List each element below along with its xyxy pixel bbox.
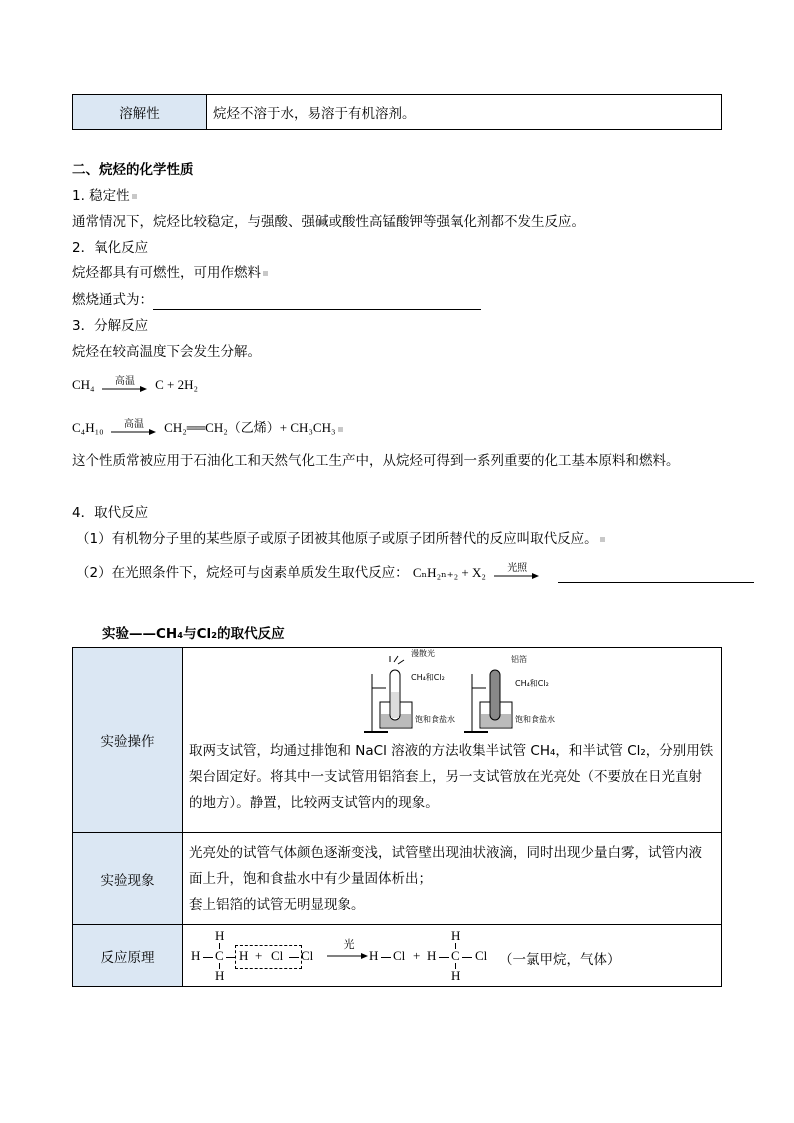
table-row (73, 925, 722, 987)
figure-label: CH₄和Cl₂ (411, 673, 445, 682)
solubility-table (72, 94, 722, 130)
figure-label: 饱和食盐水 (515, 715, 555, 724)
substitution-equation-line: （2）在光照条件下，烷烃可与卤素单质发生取代反应： CₙH₂ₙ₊₂ + X₂ 光照 (76, 563, 754, 583)
product-note: （一氯甲烷，气体） (499, 951, 621, 968)
margin-mark-icon (600, 537, 605, 542)
phenomenon-text-2: 套上铝箔的试管无明显现象。 (189, 896, 365, 913)
substitution-blank[interactable] (558, 566, 754, 583)
margin-mark-icon (132, 194, 137, 199)
reaction-principle: H H C H H + Cl Cl 光 H Cl + H H C H Cl （一氯甲烷，气体） (191, 927, 621, 983)
decomposition-heading: 3．分解反应 (72, 318, 149, 334)
reaction-arrow-icon: 高温 (102, 376, 148, 396)
figure-label: CH₄和Cl₂ (515, 679, 549, 688)
solubility-text: 烷烃不溶于水，易溶于有机溶剂。 (207, 95, 722, 130)
reaction-arrow-icon: 高温 (111, 419, 157, 439)
substitution-definition: （1）有机物分子里的某些原子或原子团被其他原子或原子团所替代的反应叫取代反应。 (76, 529, 605, 549)
experiment-table (72, 647, 722, 987)
phenomenon-text: 光亮处的试管气体颜色逐渐变浅，试管壁出现油状液滴，同时出现少量白雾，试管内液面上升，饱和食盐水中有少量固体析出； (189, 844, 702, 887)
margin-mark-icon (338, 427, 343, 432)
equation-butane: C₄H₁₀ 高温 CH₂══CH₂（乙烯）+ CH₃CH₃ (72, 418, 343, 439)
reaction-arrow-icon: 光照 (494, 563, 540, 583)
figure-label: 漫散光 (411, 649, 435, 658)
table-row (73, 648, 722, 833)
experiment-title: 实验——CH₄与Cl₂的取代反应 (102, 626, 285, 642)
figure-label: 饱和食盐水 (415, 715, 455, 724)
row-label-principle: 反应原理 (73, 925, 183, 987)
row-label-phenomenon: 实验现象 (73, 833, 183, 925)
oxidation-text: 烷烃都具有可燃性，可用作燃料 (72, 263, 268, 283)
margin-mark-icon (263, 271, 268, 276)
reaction-arrow-icon (327, 952, 369, 960)
apparatus-illustration-icon (364, 648, 604, 738)
combustion-blank[interactable] (153, 293, 481, 310)
decomposition-text: 烷烃在较高温度下会发生分解。 (72, 344, 261, 360)
stability-heading: 1. 稳定性 (72, 186, 137, 206)
apparatus-figure (189, 648, 715, 738)
table-row (73, 833, 722, 925)
equation-methane: CH₄ 高温 C + 2H₂ (72, 375, 198, 396)
section-title: 二、烷烃的化学性质 (72, 162, 194, 178)
row-label-operation: 实验操作 (73, 648, 183, 833)
substitution-heading: 4．取代反应 (72, 505, 149, 521)
stability-text: 通常情况下，烷烃比较稳定，与强酸、强碱或酸性高锰酸钾等强氧化剂都不发生反应。 (72, 214, 585, 230)
figure-label: 铝箔 (511, 655, 527, 664)
application-text: 这个性质常被应用于石油化工和天然气化工生产中，从烷烃可得到一系列重要的化工基本原料和燃料。 (72, 453, 680, 469)
solubility-label: 溶解性 (73, 95, 207, 130)
operation-text: 取两支试管，均通过排饱和 NaCl 溶液的方法收集半试管 CH₄，和半试管 Cl₂，分别用铁架台固定好。将其中一支试管用铝箔套上，另一支试管放在光亮处（不要放在日光直射的地方）。静置，比较两支试管内的现象。 (189, 743, 714, 811)
combustion-formula-line: 燃烧通式为： (72, 290, 481, 310)
oxidation-heading: 2．氧化反应 (72, 240, 149, 256)
